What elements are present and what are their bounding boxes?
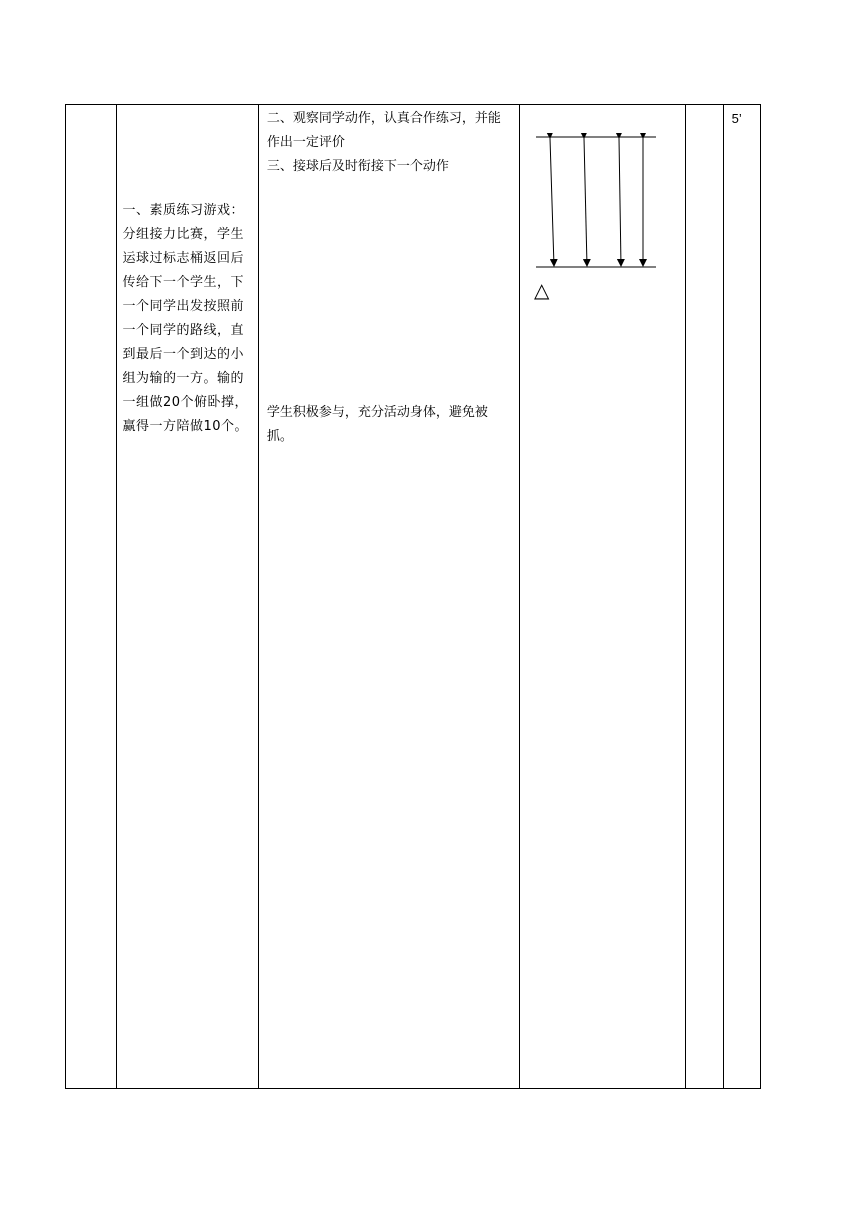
empty-cell-count xyxy=(686,105,723,1089)
relay-diagram xyxy=(532,133,662,303)
student-activity-cell xyxy=(258,105,519,1089)
relay-arrow-1 xyxy=(550,138,554,266)
teacher-marker: △ xyxy=(533,278,549,302)
student-item-2: 二、观察同学动作，认真合作练习，并能作出一定评价 xyxy=(266,111,501,150)
student-items xyxy=(259,105,519,179)
teacher-content-cell xyxy=(116,105,258,1089)
lesson-plan-table xyxy=(65,104,761,1089)
table-row xyxy=(66,105,761,1089)
time-value: 5’ xyxy=(731,111,742,126)
game-rules-text: 一、素质练习游戏： 分组接力比赛，学生运球过标志桶返回后传给下一个学生，下一个同学出发按照前一个同学的路线，直到最后一个到达的小组为输的一方。输的一组做20个俯卧撑，赢得一方陪做10个。 xyxy=(122,203,249,434)
relay-arrow-3 xyxy=(619,138,621,266)
time-cell xyxy=(723,105,760,1089)
empty-cell-part xyxy=(66,105,117,1089)
organization-diagram-cell xyxy=(519,105,686,1089)
student-item-3: 三、接球后及时衔接下一个动作 xyxy=(266,159,449,174)
student-activity-text: 学生积极参与，充分活动身体，避免被抓。 xyxy=(266,405,488,444)
relay-arrow-2 xyxy=(584,138,587,266)
